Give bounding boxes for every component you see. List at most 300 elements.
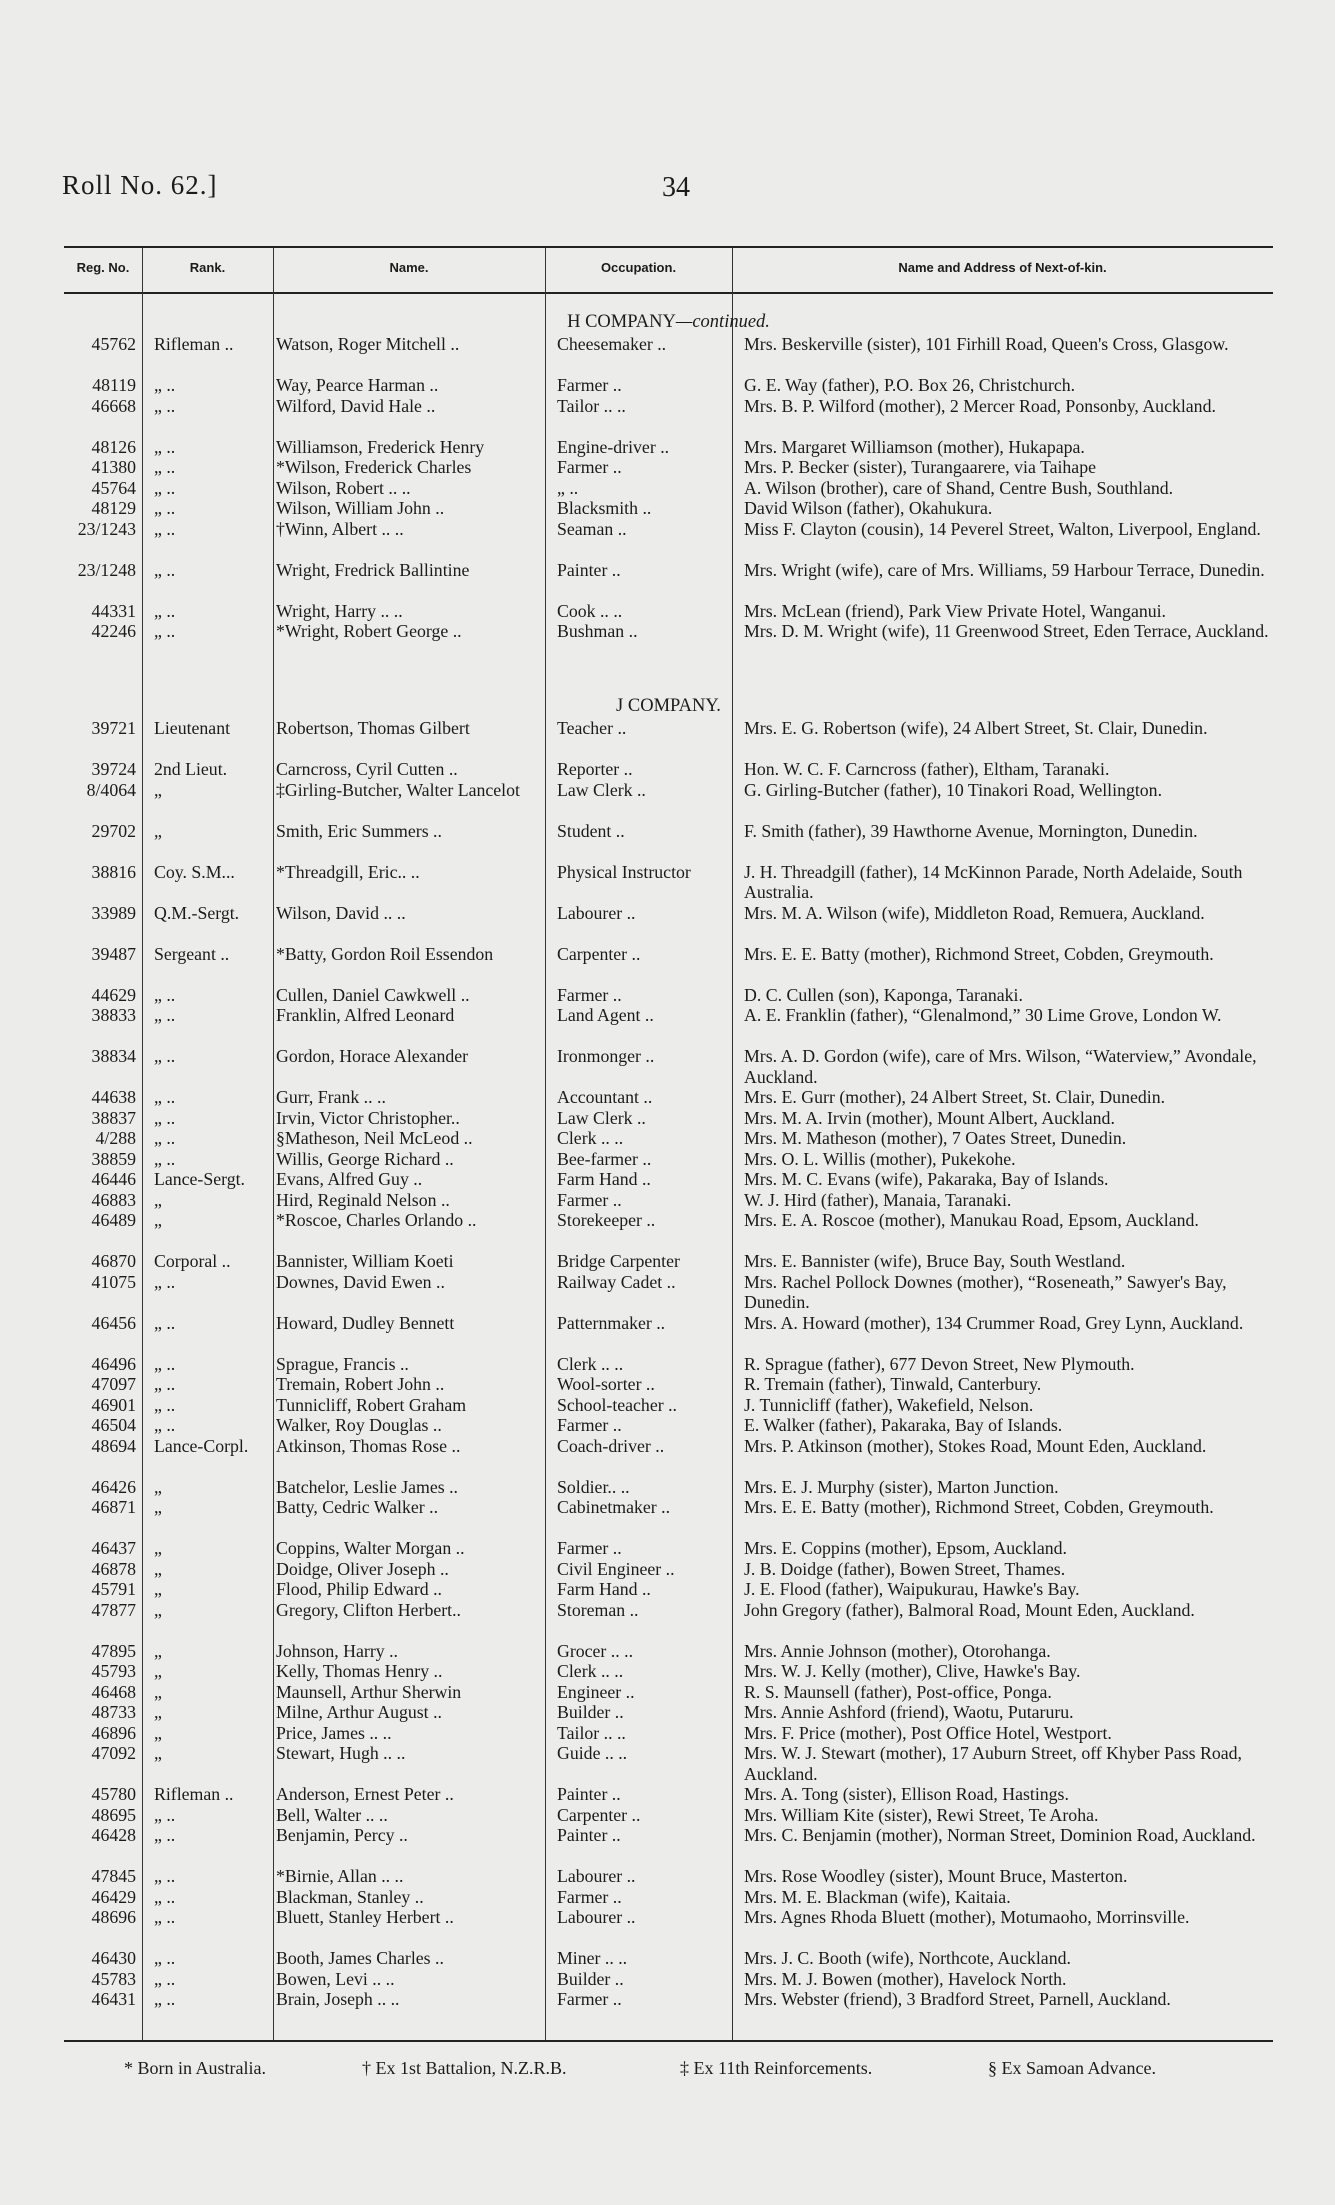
name-cell: *Wright, Robert George .. xyxy=(276,621,462,641)
reg-no-cell: 39721 xyxy=(91,718,136,738)
occupation-cell: Teacher .. xyxy=(557,718,627,738)
name-cell: Bell, Walter .. .. xyxy=(276,1804,388,1825)
next-of-kin-cell: E. Walker (father), Pakaraka, Bay of Islands. xyxy=(744,1415,1063,1435)
next-of-kin-cell: Mrs. O. L. Willis (mother), Pukekohe. xyxy=(744,1148,1016,1169)
next-of-kin-cell: R. S. Maunsell (father), Post-office, Ponga. xyxy=(744,1681,1052,1702)
name-cell: Williamson, Frederick Henry xyxy=(276,436,485,457)
table-row xyxy=(64,1313,1273,1354)
table-row xyxy=(64,334,1273,375)
reg-no-cell: 48733 xyxy=(91,1702,136,1722)
company-heading xyxy=(64,694,1273,718)
name-cell: Stewart, Hugh .. .. xyxy=(276,1743,406,1763)
footnote-born-australia: * Born in Australia. xyxy=(124,2058,266,2078)
occupation-cell: Tailor .. .. xyxy=(557,1722,626,1743)
reg-no-cell: 39487 xyxy=(91,943,136,964)
next-of-kin-cell: Mrs. Rose Woodley (sister), Mount Bruce, Masterton. xyxy=(744,1866,1128,1886)
next-of-kin-cell: Mrs. E. Coppins (mother), Epsom, Auckland. xyxy=(744,1538,1067,1558)
rank-cell: „ .. xyxy=(154,1087,176,1107)
name-cell: Wilson, Robert .. .. xyxy=(276,477,411,498)
name-cell: Wilson, William John .. xyxy=(276,498,445,518)
name-cell: Batty, Cedric Walker .. xyxy=(276,1497,439,1517)
reg-no-cell: 45791 xyxy=(91,1579,136,1599)
occupation-cell: Law Clerk .. xyxy=(557,779,646,800)
name-cell: Sprague, Francis .. xyxy=(276,1353,409,1374)
occupation-cell: Patternmaker .. xyxy=(557,1312,666,1333)
name-cell: Milne, Arthur August .. xyxy=(276,1702,442,1722)
name-cell: *Birnie, Allan .. .. xyxy=(276,1866,404,1886)
rank-cell: „ .. xyxy=(154,1148,176,1169)
name-cell: Cullen, Daniel Cawkwell .. xyxy=(276,984,470,1005)
occupation-cell: Farmer .. xyxy=(557,1415,622,1435)
rank-cell: „ .. xyxy=(154,1948,176,1968)
rank-cell: „ .. xyxy=(154,1107,176,1128)
rank-cell: Corporal .. xyxy=(154,1251,231,1271)
next-of-kin-cell: Mrs. M. A. Wilson (wife), Middleton Road, Remuera, Auckland. xyxy=(744,902,1205,923)
occupation-cell: Ironmonger .. xyxy=(557,1046,655,1066)
next-of-kin-cell: G. E. Way (father), P.O. Box 26, Christchurch. xyxy=(744,375,1076,395)
name-cell: §Matheson, Neil McLeod .. xyxy=(276,1128,473,1148)
occupation-cell: Railway Cadet .. xyxy=(557,1271,676,1292)
table-row xyxy=(64,1251,1273,1272)
reg-no-cell: 46668 xyxy=(91,395,136,416)
name-cell: Downes, David Ewen .. xyxy=(276,1271,445,1292)
occupation-cell: Painter .. xyxy=(557,559,621,580)
occupation-cell: Farmer .. xyxy=(557,984,622,1005)
rank-cell: „ .. xyxy=(154,1804,176,1825)
table-row xyxy=(64,560,1273,601)
reg-no-cell: 38859 xyxy=(91,1148,136,1169)
table-row xyxy=(64,1723,1273,1744)
reg-no-cell: 42246 xyxy=(91,621,136,641)
next-of-kin-cell: Mrs. Agnes Rhoda Bluett (mother), Motumaoho, Morrinsville. xyxy=(744,1907,1190,1927)
reg-no-cell: 46883 xyxy=(91,1189,136,1210)
table-row xyxy=(64,1395,1273,1416)
table-row xyxy=(64,457,1273,478)
rank-cell: „ .. xyxy=(154,375,176,395)
occupation-cell: Seaman .. xyxy=(557,518,627,539)
name-cell: Bluett, Stanley Herbert .. xyxy=(276,1907,454,1927)
name-cell: Evans, Alfred Guy .. xyxy=(276,1169,423,1189)
column-header-reg-no: Reg. No. xyxy=(76,260,130,275)
name-cell: Coppins, Walter Morgan .. xyxy=(276,1538,465,1558)
occupation-cell: Clerk .. .. xyxy=(557,1353,624,1374)
table-row xyxy=(64,437,1273,458)
table-row xyxy=(64,985,1273,1006)
page-header xyxy=(62,170,1272,210)
rank-cell: „ .. xyxy=(154,1886,176,1907)
table-row xyxy=(64,1702,1273,1723)
table-row xyxy=(64,1497,1273,1538)
occupation-cell: Cook .. .. xyxy=(557,600,623,621)
name-cell: Carncross, Cyril Cutten .. xyxy=(276,759,458,779)
occupation-cell: Farmer .. xyxy=(557,457,622,477)
occupation-cell: Civil Engineer .. xyxy=(557,1558,675,1579)
reg-no-cell: 23/1243 xyxy=(77,518,136,539)
rank-cell: „ .. xyxy=(154,1046,176,1066)
table-row xyxy=(64,1825,1273,1866)
reg-no-cell: 44638 xyxy=(91,1087,136,1107)
occupation-cell: Painter .. xyxy=(557,1825,621,1845)
occupation-cell: Cheesemaker .. xyxy=(557,334,667,354)
table-row xyxy=(64,1128,1273,1149)
column-header-next-of-kin: Name and Address of Next-of-kin. xyxy=(898,260,1107,275)
next-of-kin-cell: Mrs. A. Tong (sister), Ellison Road, Hastings. xyxy=(744,1784,1069,1804)
name-cell: Price, James .. .. xyxy=(276,1722,392,1743)
name-cell: Wilford, David Hale .. xyxy=(276,395,436,416)
next-of-kin-cell: Hon. W. C. F. Carncross (father), Eltham, Taranaki. xyxy=(744,759,1110,779)
next-of-kin-cell: Mrs. M. Matheson (mother), 7 Oates Street, Dunedin. xyxy=(744,1128,1127,1148)
next-of-kin-cell: Mrs. M. A. Irvin (mother), Mount Albert, Auckland. xyxy=(744,1107,1115,1128)
roll-number: Roll No. 62.] xyxy=(62,170,218,200)
rank-cell: „ xyxy=(154,1661,162,1681)
footnote-samoan-advance: § Ex Samoan Advance. xyxy=(988,2058,1156,2078)
next-of-kin-cell: Mrs. J. C. Booth (wife), Northcote, Auckland. xyxy=(744,1948,1071,1968)
table-row xyxy=(64,1477,1273,1498)
reg-no-cell: 33989 xyxy=(91,902,136,923)
occupation-cell: Wool-sorter .. xyxy=(557,1374,655,1394)
occupation-cell: Storekeeper .. xyxy=(557,1210,656,1230)
table-row xyxy=(64,1887,1273,1908)
next-of-kin-cell: Mrs. Margaret Williamson (mother), Hukapapa. xyxy=(744,436,1085,457)
rank-cell: „ .. xyxy=(154,1353,176,1374)
reg-no-cell: 46896 xyxy=(91,1722,136,1743)
next-of-kin-cell: Mrs. Webster (friend), 3 Bradford Street, Parnell, Auckland. xyxy=(744,1989,1171,2009)
name-cell: Benjamin, Percy .. xyxy=(276,1825,408,1845)
rank-cell: „ xyxy=(154,1189,162,1210)
rank-cell: „ xyxy=(154,1579,162,1599)
table-row xyxy=(64,1210,1273,1251)
occupation-cell: Clerk .. .. xyxy=(557,1128,624,1148)
occupation-cell: Land Agent .. xyxy=(557,1005,654,1025)
column-header-rank: Rank. xyxy=(189,260,226,275)
occupation-cell: Farmer .. xyxy=(557,375,622,395)
reg-no-cell: 48129 xyxy=(91,498,136,518)
occupation-cell: Soldier.. .. xyxy=(557,1476,630,1497)
next-of-kin-cell: Mrs. Annie Ashford (friend), Waotu, Putaruru. xyxy=(744,1702,1074,1722)
name-cell: Gurr, Frank .. .. xyxy=(276,1087,386,1107)
next-of-kin-cell: Mrs. E. J. Murphy (sister), Marton Junction. xyxy=(744,1476,1059,1497)
reg-no-cell: 45780 xyxy=(91,1784,136,1804)
occupation-cell: Coach-driver .. xyxy=(557,1435,665,1456)
table-row xyxy=(64,1682,1273,1703)
table-row xyxy=(64,1272,1273,1313)
reg-no-cell: 47092 xyxy=(91,1743,136,1763)
reg-no-cell: 46871 xyxy=(91,1497,136,1517)
name-cell: Wright, Fredrick Ballintine xyxy=(276,559,470,580)
next-of-kin-cell: F. Smith (father), 39 Hawthorne Avenue, Mornington, Dunedin. xyxy=(744,820,1198,841)
rank-cell: „ .. xyxy=(154,600,176,621)
table-row xyxy=(64,1190,1273,1211)
reg-no-cell: 45762 xyxy=(91,334,136,354)
table-row xyxy=(64,1948,1273,1969)
column-header-name: Name. xyxy=(389,260,429,275)
reg-no-cell: 47895 xyxy=(91,1640,136,1661)
rank-cell: „ .. xyxy=(154,436,176,457)
name-cell: Wright, Harry .. .. xyxy=(276,600,403,621)
name-cell: Watson, Roger Mitchell .. xyxy=(276,334,460,354)
occupation-cell: School-teacher .. xyxy=(557,1394,677,1415)
next-of-kin-cell: Mrs. William Kite (sister), Rewi Street, Te Aroha. xyxy=(744,1804,1099,1825)
reg-no-cell: 46496 xyxy=(91,1353,136,1374)
rank-cell: „ .. xyxy=(154,1968,176,1989)
reg-no-cell: 48696 xyxy=(91,1907,136,1927)
occupation-cell: Farm Hand .. xyxy=(557,1579,651,1599)
name-cell: Doidge, Oliver Joseph .. xyxy=(276,1558,449,1579)
next-of-kin-cell: Mrs. A. Howard (mother), 134 Crummer Road, Grey Lynn, Auckland. xyxy=(744,1312,1244,1333)
occupation-cell: Farmer .. xyxy=(557,1989,622,2009)
rank-cell: „ .. xyxy=(154,621,176,641)
next-of-kin-cell: Miss F. Clayton (cousin), 14 Peverel Street, Walton, Liverpool, England. xyxy=(744,518,1261,539)
table-bottom-rule xyxy=(64,2040,1273,2042)
page-number: 34 xyxy=(662,172,690,203)
table-row xyxy=(64,862,1273,903)
rank-cell: „ xyxy=(154,779,162,800)
table-row xyxy=(64,1866,1273,1887)
reg-no-cell: 44629 xyxy=(91,984,136,1005)
next-of-kin-cell: Mrs. E. G. Robertson (wife), 24 Albert Street, St. Clair, Dunedin. xyxy=(744,718,1208,738)
table-row xyxy=(64,944,1273,985)
rank-cell: „ .. xyxy=(154,1907,176,1927)
rank-cell: Rifleman .. xyxy=(154,1784,234,1804)
next-of-kin-cell: Mrs. M. C. Evans (wife), Pakaraka, Bay of Islands. xyxy=(744,1169,1109,1189)
occupation-cell: Builder .. xyxy=(557,1702,624,1722)
occupation-cell: Builder .. xyxy=(557,1968,624,1989)
next-of-kin-cell: J. Tunnicliff (father), Wakefield, Nelson. xyxy=(744,1394,1034,1415)
occupation-cell: Carpenter .. xyxy=(557,1804,641,1825)
occupation-cell: Engineer .. xyxy=(557,1681,635,1702)
rank-cell: „ xyxy=(154,1497,162,1517)
next-of-kin-cell: Mrs. E. A. Roscoe (mother), Manukau Road, Epsom, Auckland. xyxy=(744,1210,1199,1230)
table-row xyxy=(64,1969,1273,1990)
occupation-cell: Physical Instructor xyxy=(557,861,691,882)
reg-no-cell: 47877 xyxy=(91,1599,136,1620)
next-of-kin-cell: Mrs. Wright (wife), care of Mrs. Williams, 59 Harbour Terrace, Dunedin. xyxy=(744,559,1265,580)
name-cell: Bannister, William Koeti xyxy=(276,1251,454,1271)
reg-no-cell: 46431 xyxy=(91,1989,136,2009)
rank-cell: Lieutenant xyxy=(154,718,231,738)
occupation-cell: Painter .. xyxy=(557,1784,621,1804)
rank-cell: „ xyxy=(154,1210,162,1230)
next-of-kin-cell: Mrs. W. J. Kelly (mother), Clive, Hawke's Bay. xyxy=(744,1661,1081,1681)
table-row xyxy=(64,718,1273,759)
occupation-cell: Bridge Carpenter xyxy=(557,1251,680,1271)
name-cell: Walker, Roy Douglas .. xyxy=(276,1415,442,1435)
table-row xyxy=(64,498,1273,519)
name-cell: Willis, George Richard .. xyxy=(276,1148,454,1169)
reg-no-cell: 4/288 xyxy=(95,1128,136,1148)
table-row xyxy=(64,1600,1273,1641)
name-cell: ‡Girling-Butcher, Walter Lancelot xyxy=(276,779,520,800)
name-cell: Irvin, Victor Christopher.. xyxy=(276,1107,460,1128)
name-cell: Johnson, Harry .. xyxy=(276,1640,398,1661)
table-header-rule xyxy=(64,292,1273,294)
name-cell: Howard, Dudley Bennett xyxy=(276,1312,455,1333)
table-row xyxy=(64,759,1273,780)
rank-cell: „ xyxy=(154,1681,162,1702)
reg-no-cell: 46870 xyxy=(91,1251,136,1271)
name-cell: Robertson, Thomas Gilbert xyxy=(276,718,470,738)
rank-cell: Q.M.-Sergt. xyxy=(154,902,240,923)
name-cell: Brain, Joseph .. .. xyxy=(276,1989,400,2009)
occupation-cell: Farmer .. xyxy=(557,1886,622,1907)
company-title: J COMPANY. xyxy=(616,696,721,716)
rank-cell: „ xyxy=(154,1722,162,1743)
reg-no-cell: 46878 xyxy=(91,1558,136,1579)
name-cell: Batchelor, Leslie James .. xyxy=(276,1476,458,1497)
next-of-kin-cell: Mrs. E. Bannister (wife), Bruce Bay, South Westland. xyxy=(744,1251,1126,1271)
name-cell: Hird, Reginald Nelson .. xyxy=(276,1189,450,1210)
reg-no-cell: 48695 xyxy=(91,1804,136,1825)
reg-no-cell: 47845 xyxy=(91,1866,136,1886)
next-of-kin-cell: Mrs. D. M. Wright (wife), 11 Greenwood Street, Eden Terrace, Auckland. xyxy=(744,621,1269,641)
rank-cell: „ .. xyxy=(154,1394,176,1415)
reg-no-cell: 47097 xyxy=(91,1374,136,1394)
company-heading xyxy=(64,310,1273,334)
rank-cell: „ xyxy=(154,1599,162,1620)
footnote-11th-reinforcements: ‡ Ex 11th Reinforcements. xyxy=(680,2058,873,2078)
rank-cell: „ .. xyxy=(154,457,176,477)
next-of-kin-cell: John Gregory (father), Balmoral Road, Mount Eden, Auckland. xyxy=(744,1599,1195,1620)
rank-cell: „ .. xyxy=(154,1989,176,2009)
rank-cell: „ xyxy=(154,1538,162,1558)
reg-no-cell: 46437 xyxy=(91,1538,136,1558)
reg-no-cell: 38834 xyxy=(91,1046,136,1066)
reg-no-cell: 46901 xyxy=(91,1394,136,1415)
rank-cell: „ .. xyxy=(154,984,176,1005)
rank-cell: Sergeant .. xyxy=(154,943,230,964)
next-of-kin-cell: A. E. Franklin (father), “Glenalmond,” 30 Lime Grove, London W. xyxy=(744,1005,1222,1025)
next-of-kin-cell: Mrs. Beskerville (sister), 101 Firhill Road, Queen's Cross, Glasgow. xyxy=(744,334,1229,354)
next-of-kin-cell: Mrs. P. Atkinson (mother), Stokes Road, Mount Eden, Auckland. xyxy=(744,1435,1207,1456)
rank-cell: „ .. xyxy=(154,1128,176,1148)
rank-cell: „ .. xyxy=(154,498,176,518)
next-of-kin-cell: Mrs. Annie Johnson (mother), Otorohanga. xyxy=(744,1640,1051,1661)
occupation-cell: Labourer .. xyxy=(557,1907,636,1927)
table-row xyxy=(64,1661,1273,1682)
table-row xyxy=(64,1784,1273,1805)
name-cell: Anderson, Ernest Peter .. xyxy=(276,1784,454,1804)
reg-no-cell: 45764 xyxy=(91,477,136,498)
table-row xyxy=(64,903,1273,944)
reg-no-cell: 45783 xyxy=(91,1968,136,1989)
next-of-kin-cell: R. Sprague (father), 677 Devon Street, New Plymouth. xyxy=(744,1353,1135,1374)
table-row xyxy=(64,621,1273,662)
reg-no-cell: 48126 xyxy=(91,436,136,457)
table-row xyxy=(64,1087,1273,1108)
occupation-cell: Labourer .. xyxy=(557,1866,636,1886)
rank-cell: „ xyxy=(154,1743,162,1763)
rank-cell: Coy. S.M... xyxy=(154,861,235,882)
occupation-cell: Accountant .. xyxy=(557,1087,653,1107)
next-of-kin-cell: J. B. Doidge (father), Bowen Street, Thames. xyxy=(744,1558,1066,1579)
rank-cell: Rifleman .. xyxy=(154,334,234,354)
reg-no-cell: 41380 xyxy=(91,457,136,477)
rank-cell: „ .. xyxy=(154,1866,176,1886)
rank-cell: 2nd Lieut. xyxy=(154,759,228,779)
occupation-cell: Storeman .. xyxy=(557,1599,639,1620)
table-row xyxy=(64,1805,1273,1826)
next-of-kin-cell: Mrs. F. Price (mother), Post Office Hotel, Westport. xyxy=(744,1722,1112,1743)
table-row xyxy=(64,519,1273,560)
reg-no-cell: 39724 xyxy=(91,759,136,779)
next-of-kin-cell: W. J. Hird (father), Manaia, Taranaki. xyxy=(744,1189,1012,1210)
name-cell: †Winn, Albert .. .. xyxy=(276,518,404,539)
name-cell: Gregory, Clifton Herbert.. xyxy=(276,1599,462,1620)
reg-no-cell: 46430 xyxy=(91,1948,136,1968)
table-body xyxy=(64,310,1273,2010)
next-of-kin-cell: Mrs. P. Becker (sister), Turangaarere, via Taihape xyxy=(744,457,1096,477)
occupation-cell: Reporter .. xyxy=(557,759,633,779)
name-cell: Bowen, Levi .. .. xyxy=(276,1968,395,1989)
next-of-kin-cell: A. Wilson (brother), care of Shand, Centre Bush, Southland. xyxy=(744,477,1174,498)
occupation-cell: Blacksmith .. xyxy=(557,498,652,518)
table-row xyxy=(64,1907,1273,1948)
table-row xyxy=(64,1579,1273,1600)
company-title: H COMPANY xyxy=(567,312,676,332)
rank-cell: „ .. xyxy=(154,1312,176,1333)
next-of-kin-cell: Mrs. B. P. Wilford (mother), 2 Mercer Road, Ponsonby, Auckland. xyxy=(744,395,1216,416)
reg-no-cell: 8/4064 xyxy=(86,779,136,800)
name-cell: Way, Pearce Harman .. xyxy=(276,375,439,395)
company-title-suffix: —continued. xyxy=(675,312,770,332)
occupation-cell: Grocer .. .. xyxy=(557,1640,634,1661)
name-cell: Maunsell, Arthur Sherwin xyxy=(276,1681,462,1702)
table-row xyxy=(64,1169,1273,1190)
name-cell: Atkinson, Thomas Rose .. xyxy=(276,1435,461,1456)
name-cell: *Batty, Gordon Roil Essendon xyxy=(276,943,494,964)
name-cell: Gordon, Horace Alexander xyxy=(276,1046,469,1066)
next-of-kin-cell: David Wilson (father), Okahukura. xyxy=(744,498,993,518)
next-of-kin-cell: D. C. Cullen (son), Kaponga, Taranaki. xyxy=(744,984,1023,1005)
next-of-kin-cell: Mrs. E. Gurr (mother), 24 Albert Street, St. Clair, Dunedin. xyxy=(744,1087,1166,1107)
reg-no-cell: 48119 xyxy=(92,375,136,395)
table-row xyxy=(64,1374,1273,1395)
reg-no-cell: 45793 xyxy=(91,1661,136,1681)
name-cell: Smith, Eric Summers .. xyxy=(276,820,442,841)
next-of-kin-cell: Mrs. E. E. Batty (mother), Richmond Street, Cobden, Greymouth. xyxy=(744,1497,1214,1517)
table-row xyxy=(64,1538,1273,1559)
name-cell: Blackman, Stanley .. xyxy=(276,1886,424,1907)
next-of-kin-cell: Mrs. A. D. Gordon (wife), care of Mrs. Wilson, “Waterview,” Avondale, Auckland. xyxy=(744,1046,1257,1087)
table-row xyxy=(64,1108,1273,1129)
reg-no-cell: 44331 xyxy=(91,600,136,621)
table-row xyxy=(64,1559,1273,1580)
next-of-kin-cell: Mrs. E. E. Batty (mother), Richmond Street, Cobden, Greymouth. xyxy=(744,943,1214,964)
name-cell: *Threadgill, Eric.. .. xyxy=(276,861,420,882)
table-row xyxy=(64,1436,1273,1477)
next-of-kin-cell: Mrs. C. Benjamin (mother), Norman Street, Dominion Road, Auckland. xyxy=(744,1825,1256,1845)
rank-cell: „ xyxy=(154,1702,162,1722)
table-row xyxy=(64,1415,1273,1436)
nominal-roll-table xyxy=(64,246,1273,2054)
next-of-kin-cell: G. Girling-Butcher (father), 10 Tinakori Road, Wellington. xyxy=(744,779,1163,800)
occupation-cell: Carpenter .. xyxy=(557,943,641,964)
rank-cell: „ xyxy=(154,1476,162,1497)
table-row xyxy=(64,1743,1273,1784)
reg-no-cell: 46446 xyxy=(91,1169,136,1189)
table-row xyxy=(64,1989,1273,2010)
reg-no-cell: 38816 xyxy=(91,861,136,882)
rank-cell: „ .. xyxy=(154,1005,176,1025)
occupation-cell: Engine-driver .. xyxy=(557,436,670,457)
name-cell: *Wilson, Frederick Charles xyxy=(276,457,472,477)
occupation-cell: „ .. xyxy=(557,477,579,498)
table-row xyxy=(64,396,1273,437)
occupation-cell: Farmer .. xyxy=(557,1538,622,1558)
next-of-kin-cell: Mrs. M. J. Bowen (mother), Havelock North. xyxy=(744,1968,1067,1989)
occupation-cell: Cabinetmaker .. xyxy=(557,1497,671,1517)
rank-cell: „ .. xyxy=(154,1825,176,1845)
